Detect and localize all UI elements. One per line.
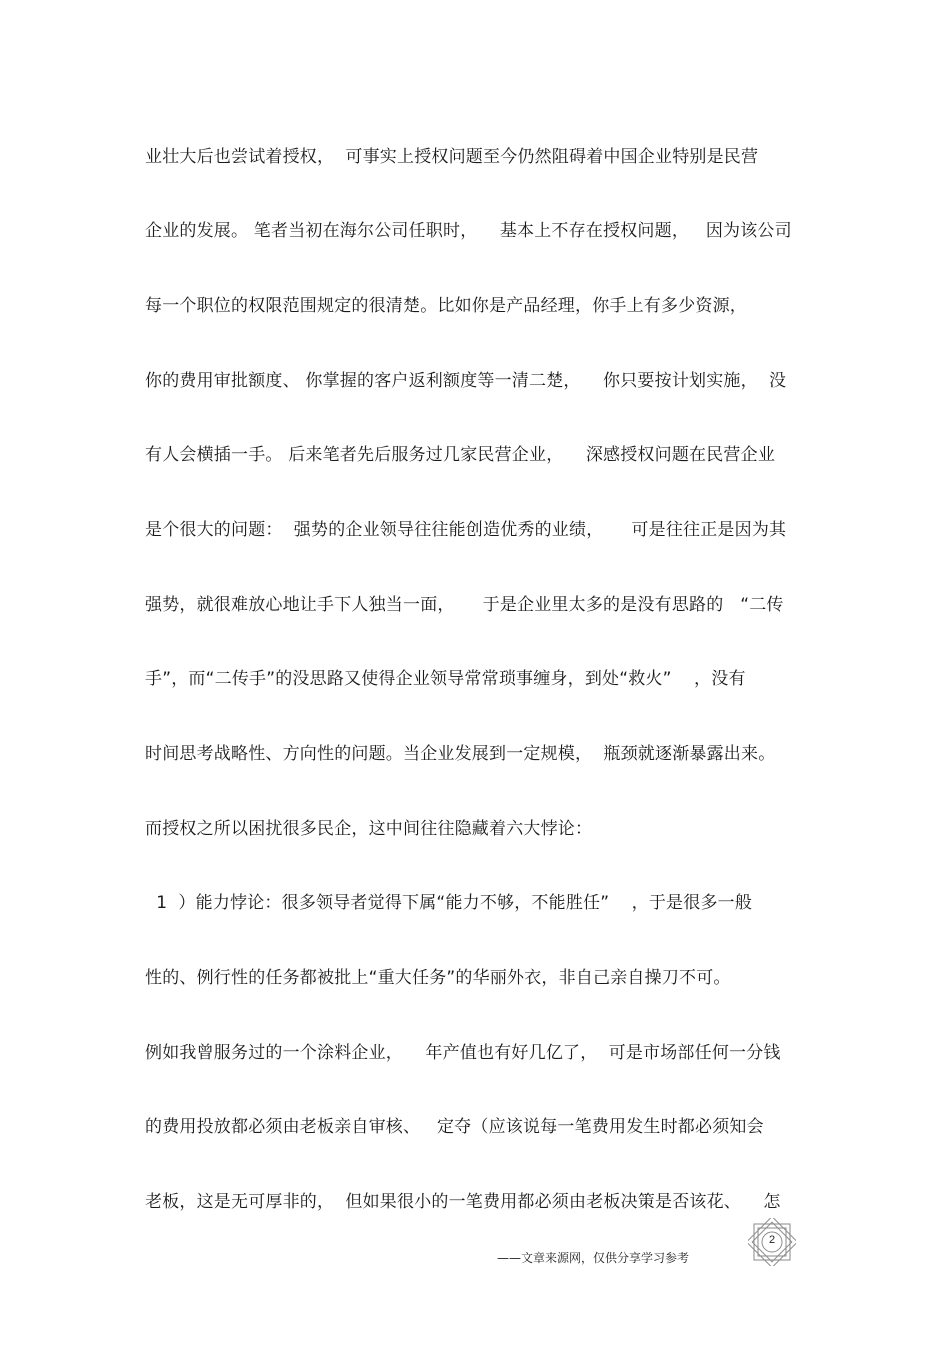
body-text-line: 老板，这是无可厚非的， 但如果很小的一笔费用都必须由老板决策是否该花、 怎 xyxy=(145,1192,781,1212)
body-text-line: 性的、例行性的任务都被批上“重大任务”的华丽外衣，非自己亲自操刀不可。 xyxy=(145,968,731,988)
body-text-line: 时间思考战略性、方向性的问题。当企业发展到一定规模， 瓶颈就逐渐暴露出来。 xyxy=(145,744,776,764)
source-footer-note: ——文章来源网，仅供分享学习参考 xyxy=(497,1251,690,1265)
page-number: 2 xyxy=(768,1234,776,1246)
body-text-line: 的费用投放都必须由老板亲自审核、 定夺（应该说每一笔费用发生时都必须知会 xyxy=(145,1117,764,1137)
page-number-badge xyxy=(748,1218,796,1266)
body-text-line: 你的费用审批额度、 你掌握的客户返利额度等一清二楚， 你只要按计划实施， 没 xyxy=(145,371,787,391)
body-text-line: 而授权之所以困扰很多民企，这中间往往隐藏着六大悖论： xyxy=(145,819,593,839)
body-text-line: 是个很大的问题： 强势的企业领导往往能创造优秀的业绩， 可是往往正是因为其 xyxy=(145,520,787,540)
body-text-line: 例如我曾服务过的一个涂料企业， 年产值也有好几亿了， 可是市场部任何一分钱 xyxy=(145,1043,781,1063)
body-text-line: 企业的发展。 笔者当初在海尔公司任职时， 基本上不存在授权问题， 因为该公司 xyxy=(145,221,792,241)
body-text-line: 业壮大后也尝试着授权， 可事实上授权问题至今仍然阻碍着中国企业特别是民营 xyxy=(145,147,759,167)
body-text-line: 有人会横插一手。 后来笔者先后服务过几家民营企业， 深感授权问题在民营企业 xyxy=(145,445,776,465)
body-text-line: 每一个职位的权限范围规定的很清楚。比如你是产品经理，你手上有多少资源， xyxy=(145,296,747,316)
body-text-line: 1 ）能力悖论：很多领导者觉得下属“能力不够，不能胜任” ，于是很多一般 xyxy=(145,893,753,913)
body-text-line: 手”，而“二传手”的没思路又使得企业领导常常琐事缠身，到处“救火” ，没有 xyxy=(145,669,746,689)
body-text-line: 强势，就很难放心地让手下人独当一面， 于是企业里太多的是没有思路的 “二传 xyxy=(145,595,784,615)
